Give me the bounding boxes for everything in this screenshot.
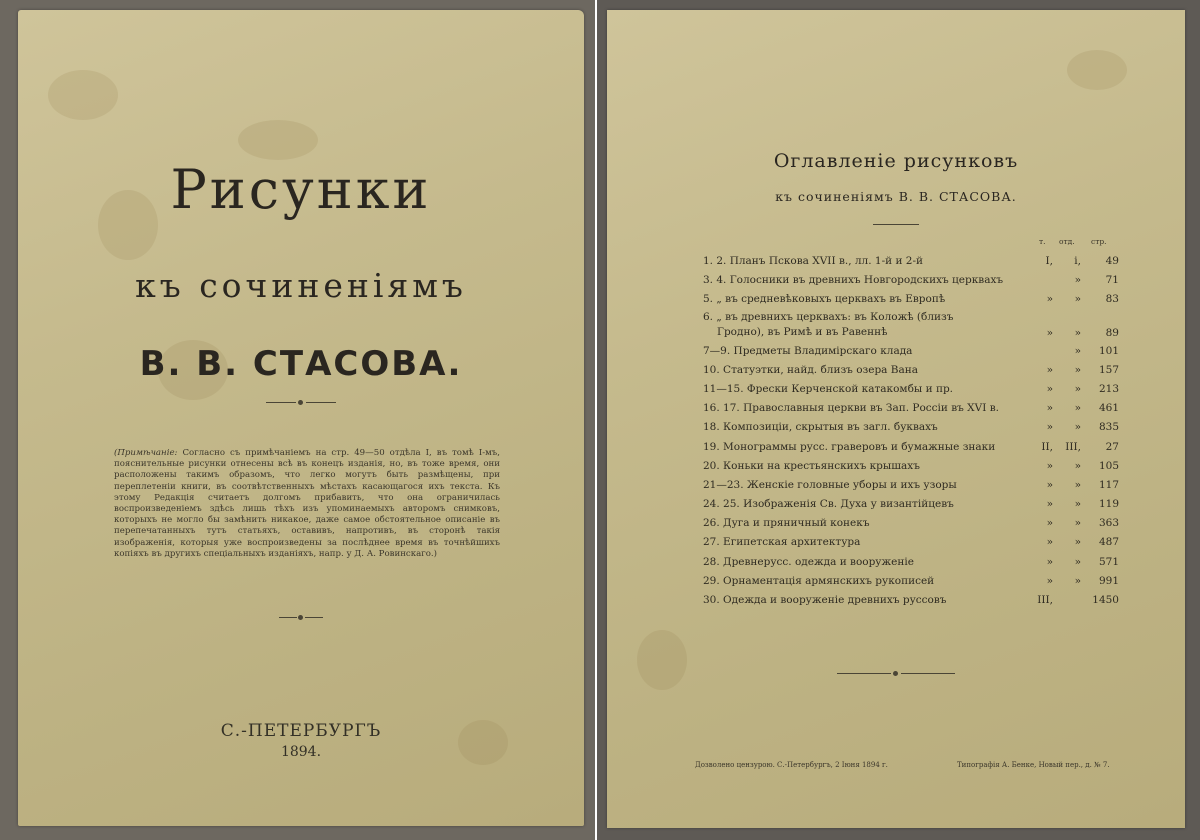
column-header-page: стр. bbox=[1091, 237, 1107, 246]
toc-row-section: » bbox=[1074, 293, 1081, 306]
toc-row-page: 991 bbox=[1098, 574, 1119, 587]
toc-row-number: 30. bbox=[703, 594, 720, 606]
toc-row-volume: » bbox=[1046, 574, 1053, 587]
toc-row-volume: » bbox=[1046, 517, 1053, 530]
toc-row-volume: » bbox=[1046, 293, 1053, 306]
toc-row bbox=[703, 533, 1123, 552]
toc-row-volume: » bbox=[1046, 326, 1053, 339]
ornament-divider bbox=[279, 615, 323, 621]
toc-row-number: 10. bbox=[703, 363, 720, 376]
cover-year: 1894. bbox=[280, 744, 322, 760]
toc-row-title: Дуга и пряничный конекъ bbox=[723, 517, 870, 530]
toc-row bbox=[703, 591, 1123, 610]
toc-row bbox=[703, 514, 1123, 533]
toc-list bbox=[703, 252, 1123, 610]
toc-row-number: 5. bbox=[703, 293, 714, 306]
toc-row-page: 89 bbox=[1105, 326, 1119, 339]
toc-row-section: i, bbox=[1074, 255, 1081, 267]
toc-row-title: „ въ средневѣковыхъ церквахъ въ Европѣ bbox=[716, 293, 946, 306]
toc-row bbox=[703, 271, 1123, 290]
toc-row-number: 21—23. bbox=[703, 478, 744, 491]
toc-row-section: » bbox=[1074, 536, 1081, 549]
toc-row-title: Женскіе головные уборы и ихъ узоры bbox=[746, 478, 957, 491]
censorship-note: Дозволено цензурою. С.-Петербургъ, 2 Іюня 1894 г. bbox=[695, 761, 888, 769]
toc-row-number: 26. bbox=[703, 517, 720, 530]
toc-row bbox=[703, 310, 1123, 342]
toc-row-page: 49 bbox=[1105, 255, 1119, 267]
cover-page bbox=[18, 10, 584, 826]
toc-row-page: 105 bbox=[1098, 459, 1119, 472]
toc-row-page: 27 bbox=[1105, 440, 1119, 453]
toc-row-page: 71 bbox=[1105, 274, 1119, 287]
toc-row-section: » bbox=[1074, 421, 1081, 434]
toc-row-section: » bbox=[1074, 574, 1081, 587]
toc-row-section: » bbox=[1074, 478, 1081, 491]
column-header-section: отд. bbox=[1059, 237, 1075, 246]
toc-row-title: Предметы Владимірскаго клада bbox=[733, 344, 913, 357]
toc-row bbox=[703, 342, 1123, 361]
toc-row-number: 7—9. bbox=[703, 344, 731, 357]
toc-row bbox=[703, 438, 1123, 457]
toc-row-title-continued: Гродно), въ Римѣ и въ Равеннѣ bbox=[717, 326, 888, 339]
toc-row-volume: I, bbox=[1045, 255, 1053, 267]
stain bbox=[238, 120, 318, 160]
toc-row-title: Египетская архитектура bbox=[723, 536, 861, 549]
toc-row-volume: » bbox=[1046, 421, 1053, 434]
toc-row-volume: » bbox=[1046, 555, 1053, 568]
toc-row-title: „ въ древнихъ церквахъ: въ Коложѣ (близъ bbox=[716, 310, 954, 323]
toc-row-title: Статуэтки, найд. близъ озера Вана bbox=[723, 363, 919, 376]
cover-author: В. В. СТАСОВА. bbox=[139, 344, 463, 384]
toc-row-page: 461 bbox=[1098, 402, 1119, 415]
toc-row-title: Изображенія Св. Духа у византійцевъ bbox=[743, 498, 954, 511]
toc-row-section: » bbox=[1074, 382, 1081, 395]
toc-row-volume: » bbox=[1046, 363, 1053, 376]
toc-row-section: » bbox=[1074, 498, 1081, 511]
note-body: Согласно съ примѣчаніемъ на стр. 49—50 отдѣла I, въ томѣ I-мъ, пояснительные рисунки отнесены всѣ въ конецъ изданія, но, въ тоже время, они расположены такимъ образомъ, что легко могутъ быть размѣщены, при переплетеніи книги, въ соотвѣтственныхъ мѣстахъ касающагося ихъ текста. Къ этому Редакція считаетъ долгомъ прибавить, что она ограничилась воспроизведеніемъ здѣсь лишь тѣхъ изъ упоминаемыхъ авторомъ снимковъ, которыхъ не могло бы замѣнить никакое, даже самое обстоятельное описаніе въ перепечатанныхъ тутъ статьяхъ, оставивъ, напротивъ, въ сторонѣ такія изображенія, которыя уже воспроизведены за послѣднее время въ точнѣйшихъ копіяхъ въ другихъ спеціальныхъ изданіяхъ, напр. у Д. А. Ровинскаго.) bbox=[114, 448, 501, 559]
cover-subtitle: къ сочиненіямъ bbox=[135, 266, 467, 305]
stain bbox=[48, 70, 118, 120]
toc-row-section: » bbox=[1074, 517, 1081, 530]
toc-row-title: Композиціи, скрытыя въ загл. буквахъ bbox=[723, 421, 938, 434]
toc-title: Оглавленіе рисунковъ bbox=[773, 150, 1019, 172]
toc-row-page: 363 bbox=[1098, 517, 1119, 530]
toc-row bbox=[703, 380, 1123, 399]
toc-row-number: 20. bbox=[703, 459, 720, 472]
toc-row bbox=[703, 476, 1123, 495]
toc-row-number: 16. 17. bbox=[703, 402, 740, 415]
toc-row-page: 1450 bbox=[1092, 594, 1119, 606]
toc-row bbox=[703, 290, 1123, 309]
toc-row-section: » bbox=[1074, 402, 1081, 415]
toc-row-page: 487 bbox=[1098, 536, 1119, 549]
toc-row-title: Одежда и вооруженіе древнихъ руссовъ bbox=[723, 594, 947, 606]
ornament-divider bbox=[837, 671, 955, 677]
toc-row-volume: III, bbox=[1037, 594, 1053, 606]
toc-row-number: 27. bbox=[703, 536, 720, 549]
toc-row-section: » bbox=[1074, 459, 1081, 472]
toc-row-volume: II, bbox=[1041, 440, 1053, 453]
toc-row-number: 3. 4. bbox=[703, 274, 727, 287]
toc-row-volume: » bbox=[1046, 382, 1053, 395]
toc-row-section: » bbox=[1074, 555, 1081, 568]
ornament-divider bbox=[873, 222, 919, 228]
toc-row bbox=[703, 418, 1123, 437]
toc-row-section: » bbox=[1074, 326, 1081, 339]
toc-row-page: 835 bbox=[1098, 421, 1119, 434]
cover-city: С.-ПЕТЕРБУРГЪ bbox=[220, 721, 382, 741]
toc-row-number: 11—15. bbox=[703, 382, 744, 395]
toc-row-page: 101 bbox=[1098, 344, 1119, 357]
toc-subtitle: къ сочиненіямъ В. В. СТАСОВА. bbox=[775, 189, 1017, 204]
toc-row-section: » bbox=[1074, 363, 1081, 376]
toc-row-number: 19. bbox=[703, 440, 720, 453]
toc-row-volume: » bbox=[1046, 478, 1053, 491]
toc-row-title: Монограммы русс. граверовъ и бумажные знаки bbox=[723, 440, 996, 453]
cover-note bbox=[114, 448, 500, 560]
toc-row-section: » bbox=[1074, 274, 1081, 287]
toc-row-volume: » bbox=[1046, 536, 1053, 549]
toc-row-page: 157 bbox=[1098, 363, 1119, 376]
toc-row bbox=[703, 361, 1123, 380]
toc-row bbox=[703, 457, 1123, 476]
toc-row-title: Голосники въ древнихъ Новгородскихъ церквахъ bbox=[729, 274, 1004, 287]
toc-row-page: 213 bbox=[1098, 382, 1119, 395]
toc-row-number: 6. bbox=[703, 310, 714, 323]
toc-row-number: 28. bbox=[703, 555, 720, 568]
toc-row-title: Фрески Керченской катакомбы и пр. bbox=[746, 382, 954, 395]
toc-row bbox=[703, 252, 1123, 271]
column-header-volume: т. bbox=[1039, 237, 1046, 246]
toc-row bbox=[703, 495, 1123, 514]
toc-row-title: Древнерусс. одежда и вооруженіе bbox=[723, 555, 914, 568]
toc-row-section: » bbox=[1074, 344, 1081, 357]
photo-divider bbox=[595, 0, 597, 840]
toc-row-title: Православныя церкви въ Зап. Россіи въ XVI в. bbox=[743, 402, 999, 415]
toc-row-number: 18. bbox=[703, 421, 720, 434]
printer-note: Типографія А. Бенке, Новый пер., д. № 7. bbox=[957, 761, 1110, 769]
toc-row-section: III, bbox=[1065, 440, 1081, 453]
ornament-divider bbox=[266, 400, 336, 406]
toc-row-volume: » bbox=[1046, 498, 1053, 511]
toc-row-volume: » bbox=[1046, 402, 1053, 415]
toc-row bbox=[703, 399, 1123, 418]
stain bbox=[637, 630, 687, 690]
stain bbox=[1067, 50, 1127, 90]
toc-row-page: 117 bbox=[1098, 478, 1119, 491]
toc-row-volume: » bbox=[1046, 459, 1053, 472]
note-lead: (Примѣчаніе: bbox=[114, 448, 178, 458]
contents-page bbox=[607, 10, 1185, 828]
toc-row-title: Орнаментація армянскихъ рукописей bbox=[723, 574, 935, 587]
toc-row bbox=[703, 572, 1123, 591]
toc-row-title: Планъ Пскова XVII в., лл. 1-й и 2-й bbox=[729, 255, 924, 267]
toc-row-number: 29. bbox=[703, 574, 720, 587]
toc-row-page: 83 bbox=[1105, 293, 1119, 306]
toc-row-page: 571 bbox=[1098, 555, 1119, 568]
toc-row-title: Коньки на крестьянскихъ крышахъ bbox=[723, 459, 920, 472]
toc-row-number: 24. 25. bbox=[703, 498, 740, 511]
toc-row-page: 119 bbox=[1098, 498, 1119, 511]
toc-row bbox=[703, 553, 1123, 572]
toc-row-number: 1. 2. bbox=[703, 255, 727, 267]
cover-title: Рисунки bbox=[170, 158, 432, 221]
